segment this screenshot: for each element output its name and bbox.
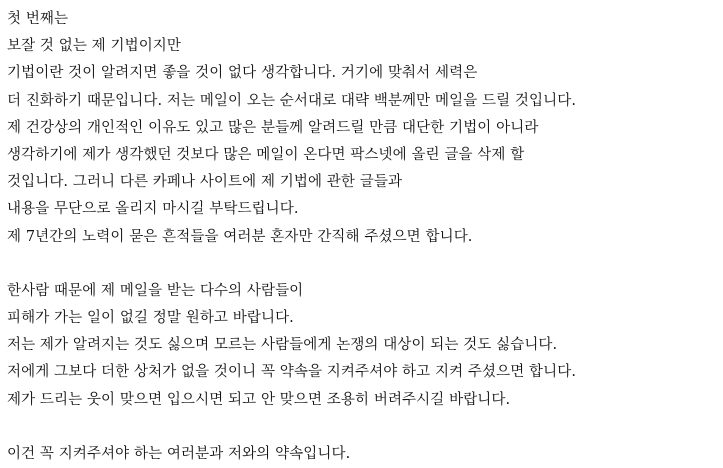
text-line: 생각하기에 제가 생각했던 것보다 많은 메일이 온다면 팍스넷에 올린 글을 삭제 할 — [7, 146, 525, 163]
text-line: 것입니다. 그러니 다른 카페나 사이트에 제 기법에 관한 글들과 — [7, 174, 403, 191]
text-line: 피해가 가는 일이 없길 정말 원하고 바랍니다. — [7, 310, 294, 327]
paragraph-2 — [7, 278, 719, 414]
text-line: 저는 제가 알려지는 것도 싫으며 모르는 사람들에게 논쟁의 대상이 되는 것도 싫습니다. — [7, 337, 558, 354]
text-line: 제 건강상의 개인적인 이유도 있고 많은 분들께 알려드릴 만큼 대단한 기법이 아니라 — [7, 119, 539, 136]
text-line: 제가 드리는 웃이 맞으면 입으시면 되고 안 맞으면 조용히 버려주시길 바랍니다. — [7, 391, 511, 408]
text-line: 내용을 무단으로 올리지 마시길 부탁드립니다. — [7, 201, 299, 218]
paragraph-1 — [7, 6, 719, 251]
text-line: 이건 꼭 지켜주셔야 하는 여러분과 저와의 약속입니다. — [7, 446, 351, 462]
text-line: 더 진화하기 때문입니다. 저는 메일이 오는 순서대로 대략 백분께만 메일을 드릴 것입니다. — [7, 92, 577, 109]
text-line: 저에게 그보다 더한 상처가 없을 것이니 꼭 약속을 지켜주셔야 하고 지켜 주셨으면 합니다. — [7, 364, 577, 381]
paragraph-3 — [7, 441, 719, 468]
text-line: 한사람 때문에 제 메일을 받는 다수의 사람들이 — [7, 282, 304, 299]
text-line: 첫 번째는 — [7, 11, 69, 27]
text-line: 보잘 것 없는 제 기법이지만 — [7, 38, 182, 55]
text-line: 제 7년간의 노력이 묻은 흔적들을 여러분 혼자만 간직해 주셨으면 합니다. — [7, 228, 473, 245]
paragraph-spacer — [7, 414, 719, 441]
text-line: 기법이란 것이 알려지면 좋을 것이 없다 생각합니다. 거기에 맞춰서 세력은 — [7, 65, 478, 82]
document-body — [7, 6, 719, 468]
paragraph-spacer — [7, 251, 719, 278]
